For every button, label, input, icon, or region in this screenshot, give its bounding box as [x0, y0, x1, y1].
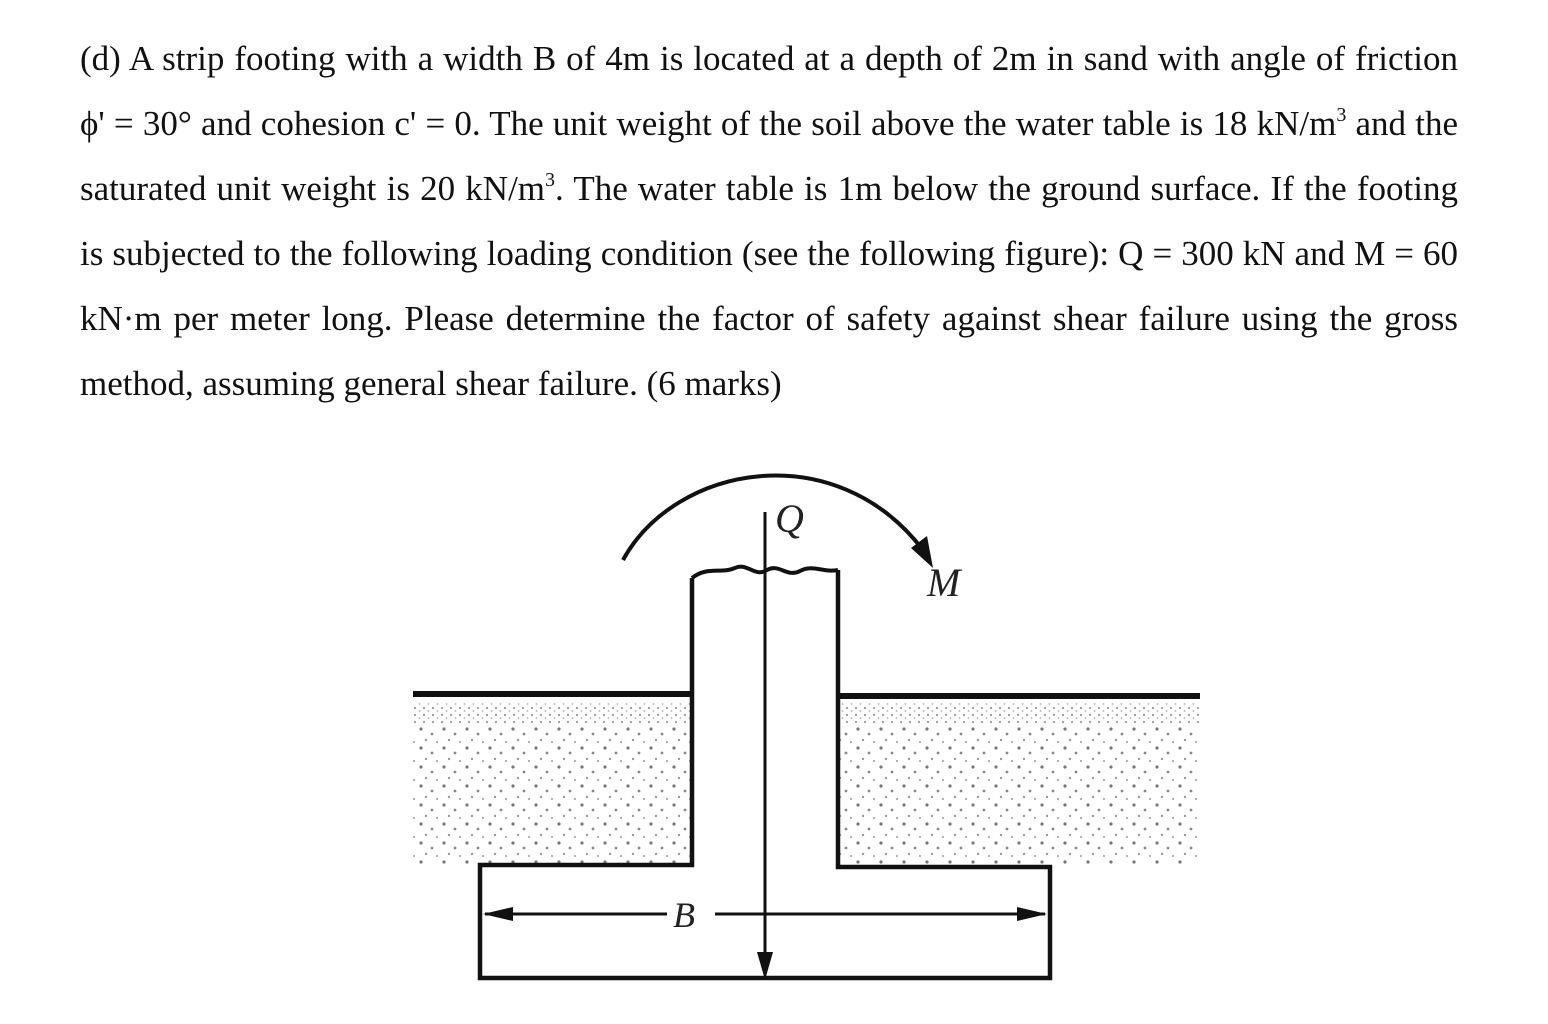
question-text-part-2: and the saturated unit weight is 20 kN/m — [80, 104, 1459, 208]
superscript-3: 3 — [545, 169, 556, 191]
question-part-label: (d) — [80, 39, 121, 78]
soil-texture — [413, 702, 1200, 864]
load-q-arrow — [757, 512, 773, 980]
question-text-part-1: A strip footing with a width B of 4m is located at a depth of 2m in sand with angle of friction ϕ' = 30° and cohesion c' = 0. The unit weight of the soil above the water table is 18 kN/m — [80, 39, 1458, 143]
strip-footing-figure — [395, 440, 1225, 1024]
question-text-part-3: . The water table is 1m below the ground surface. If the footing is subjected to the following loading condition (see the following figure): Q = 300 kN and M = 60 kN·m per meter long. Please determine the factor of safety against shear failure using the gross method, assuming general shear failure. (6 marks) — [80, 169, 1458, 403]
moment-m-label: M — [927, 560, 961, 605]
question-text — [80, 26, 1458, 416]
superscript-3: 3 — [1336, 104, 1347, 126]
width-b-label: B — [673, 895, 695, 935]
ground-surface-line — [413, 694, 1200, 696]
load-q-label: Q — [775, 496, 804, 541]
